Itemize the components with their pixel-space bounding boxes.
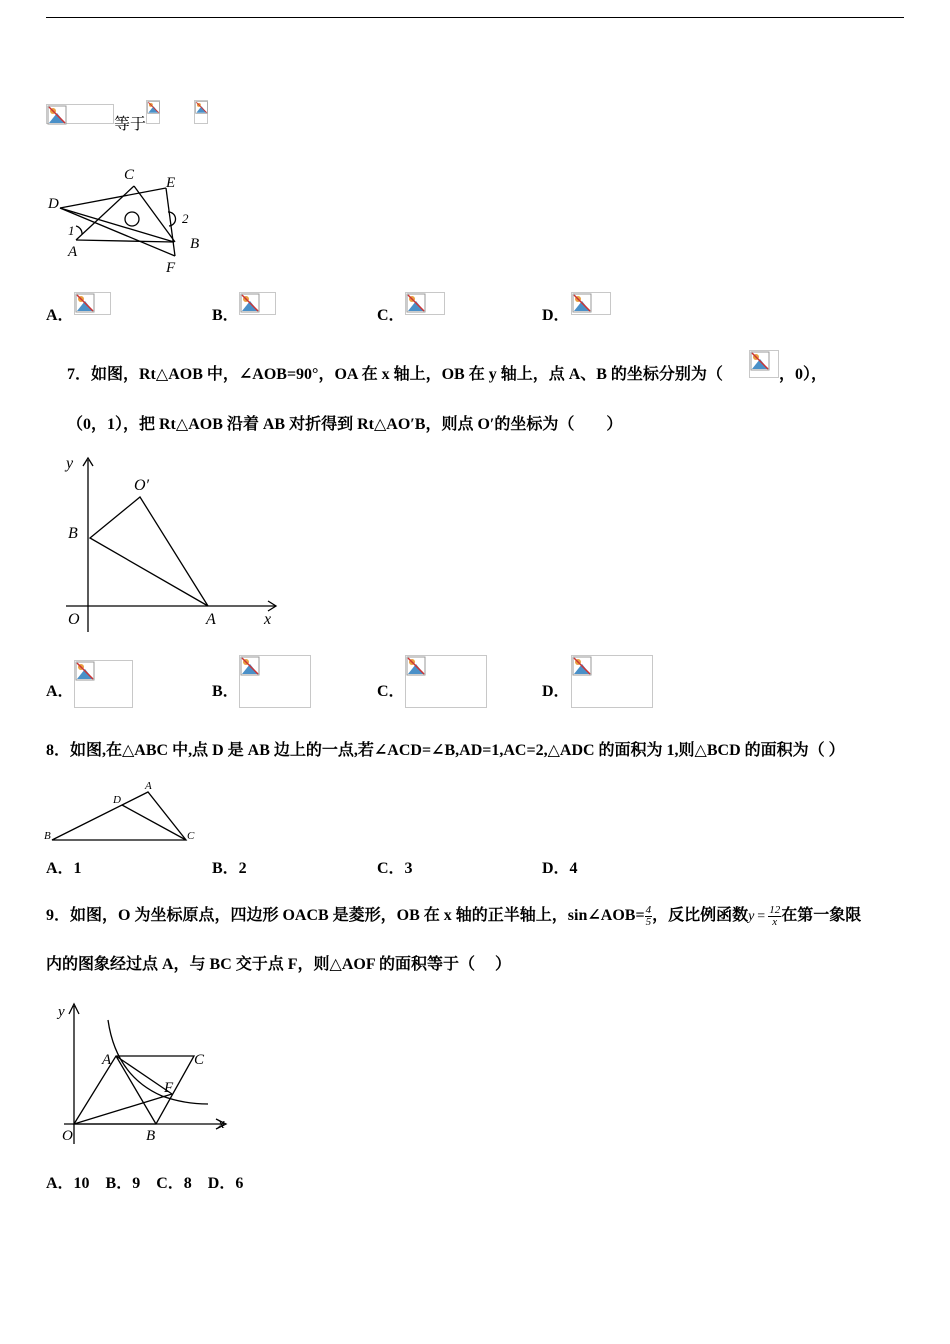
broken-image-formula [749, 350, 779, 378]
broken-image-formula [46, 104, 114, 124]
q9-figure [44, 998, 234, 1148]
func-denominator: x [772, 916, 778, 928]
sin-numerator: 4 [645, 904, 652, 916]
triangle-BO'A [90, 497, 208, 606]
q8-figure [44, 778, 204, 844]
label-C: C [124, 167, 135, 183]
func-numerator: 12 [769, 904, 781, 916]
q7-stem-line2: （0，1），把 Rt△AOB 沿着 AB 对折得到 Rt△AO′B，则点 O′的坐标为（ ） [67, 416, 623, 433]
func-fraction [768, 905, 781, 928]
segment-EF [166, 188, 175, 256]
label-E: E [166, 175, 176, 191]
q7-option-b[interactable]: B． [212, 683, 239, 700]
q9-options[interactable]: A．10 B．9 C．8 D．6 [46, 1175, 244, 1192]
broken-image-icon [572, 293, 592, 313]
q7-figure [60, 452, 280, 634]
func-eq: = [757, 909, 766, 925]
broken-image-option [239, 292, 276, 315]
q6-option-c[interactable]: C． [377, 307, 405, 324]
label-y: y [66, 455, 74, 472]
segment-DB [60, 208, 174, 242]
q6-figure [44, 162, 214, 277]
angle-mark-circle [125, 212, 139, 226]
label-D: D [113, 794, 121, 806]
broken-image-icon [195, 101, 208, 114]
broken-image-formula [146, 100, 160, 124]
label-x: x [264, 611, 272, 628]
q8-option-d[interactable]: D．4 [542, 860, 578, 877]
label-C: C [194, 1052, 205, 1068]
label-y: y [58, 1004, 65, 1020]
label-A: A [145, 780, 152, 792]
broken-image-icon [147, 101, 160, 114]
broken-image-icon [75, 661, 95, 681]
broken-image-icon [572, 656, 592, 676]
broken-image-option [239, 655, 311, 708]
q8-option-c[interactable]: C．3 [377, 860, 413, 877]
q9-stem-line2: 内的图象经过点 A，与 BC 交于点 F，则△AOF 的面积等于（ ） [46, 956, 512, 973]
q6-fragment-text: 等于 [114, 116, 147, 133]
broken-image-icon [47, 105, 67, 125]
label-O: O [62, 1128, 73, 1144]
label-O-prime: O′ [134, 477, 150, 494]
label-angle-2: 2 [182, 211, 189, 226]
label-angle-1: 1 [68, 223, 75, 238]
broken-image-icon [750, 351, 770, 371]
sin-fraction [645, 905, 653, 928]
q7-stem-line1-a: 7．如图，Rt△AOB 中，∠AOB=90°，OA 在 x 轴上，OB 在 y 轴上，点 A、B 的坐标分别为（ [67, 366, 723, 383]
broken-image-option [405, 292, 445, 315]
segment-AB [76, 240, 174, 242]
broken-image-icon [240, 656, 260, 676]
label-C: C [187, 830, 195, 842]
label-A: A [206, 611, 216, 628]
label-D: D [48, 196, 59, 212]
label-A: A [68, 244, 78, 260]
q9-stem-line1-b: ，反比例函数 [652, 907, 749, 925]
label-A: A [102, 1052, 112, 1068]
broken-image-option [74, 660, 133, 708]
sin-denominator: 5 [645, 916, 652, 928]
hyperbola-curve [108, 1020, 208, 1104]
segment-DC [122, 805, 186, 840]
func-y: y [748, 909, 755, 925]
angle-1-arc [76, 226, 82, 234]
label-B: B [190, 236, 200, 252]
q8-option-a[interactable]: A．1 [46, 860, 82, 877]
q7-stem-line1-b: ，0）， [779, 366, 828, 383]
broken-image-icon [406, 656, 426, 676]
q6-option-b[interactable]: B． [212, 307, 239, 324]
label-B: B [146, 1128, 156, 1144]
q7-option-d[interactable]: D． [542, 683, 570, 700]
q9-stem-line1-c: 在第一象限 [781, 907, 862, 925]
broken-image-option [74, 292, 111, 315]
broken-image-option [405, 655, 487, 708]
q8-stem: 8．如图,在△ABC 中,点 D 是 AB 边上的一点,若∠ACD=∠B,AD=1,AC=2,△ADC 的面积为 1,则△BCD 的面积为（ ） [46, 742, 845, 759]
label-B: B [44, 830, 51, 842]
broken-image-option [571, 292, 611, 315]
broken-image-formula [194, 100, 208, 124]
segment-DF [60, 208, 175, 256]
label-O: O [68, 611, 80, 628]
header-rule [46, 17, 904, 18]
q9-stem-line1-a: 9．如图，O 为坐标原点，四边形 OACB 是菱形，OB 在 x 轴的正半轴上，sin∠AOB= [46, 907, 645, 925]
q7-option-a[interactable]: A． [46, 683, 74, 700]
q6-option-a[interactable]: A． [46, 307, 74, 324]
segment-OF [74, 1094, 172, 1124]
broken-image-icon [75, 293, 95, 313]
broken-image-icon [406, 293, 426, 313]
label-F: F [166, 260, 176, 276]
label-F: F [164, 1080, 174, 1096]
q8-option-b[interactable]: B．2 [212, 860, 247, 877]
rhombus-OACB [74, 1056, 194, 1124]
segment-AC [76, 186, 134, 240]
q6-option-d[interactable]: D． [542, 307, 570, 324]
broken-image-icon [240, 293, 260, 313]
label-B: B [68, 525, 78, 542]
broken-image-option [571, 655, 653, 708]
label-x: x [218, 1116, 225, 1132]
q9-stem-line1 [46, 905, 861, 928]
q7-option-c[interactable]: C． [377, 683, 405, 700]
